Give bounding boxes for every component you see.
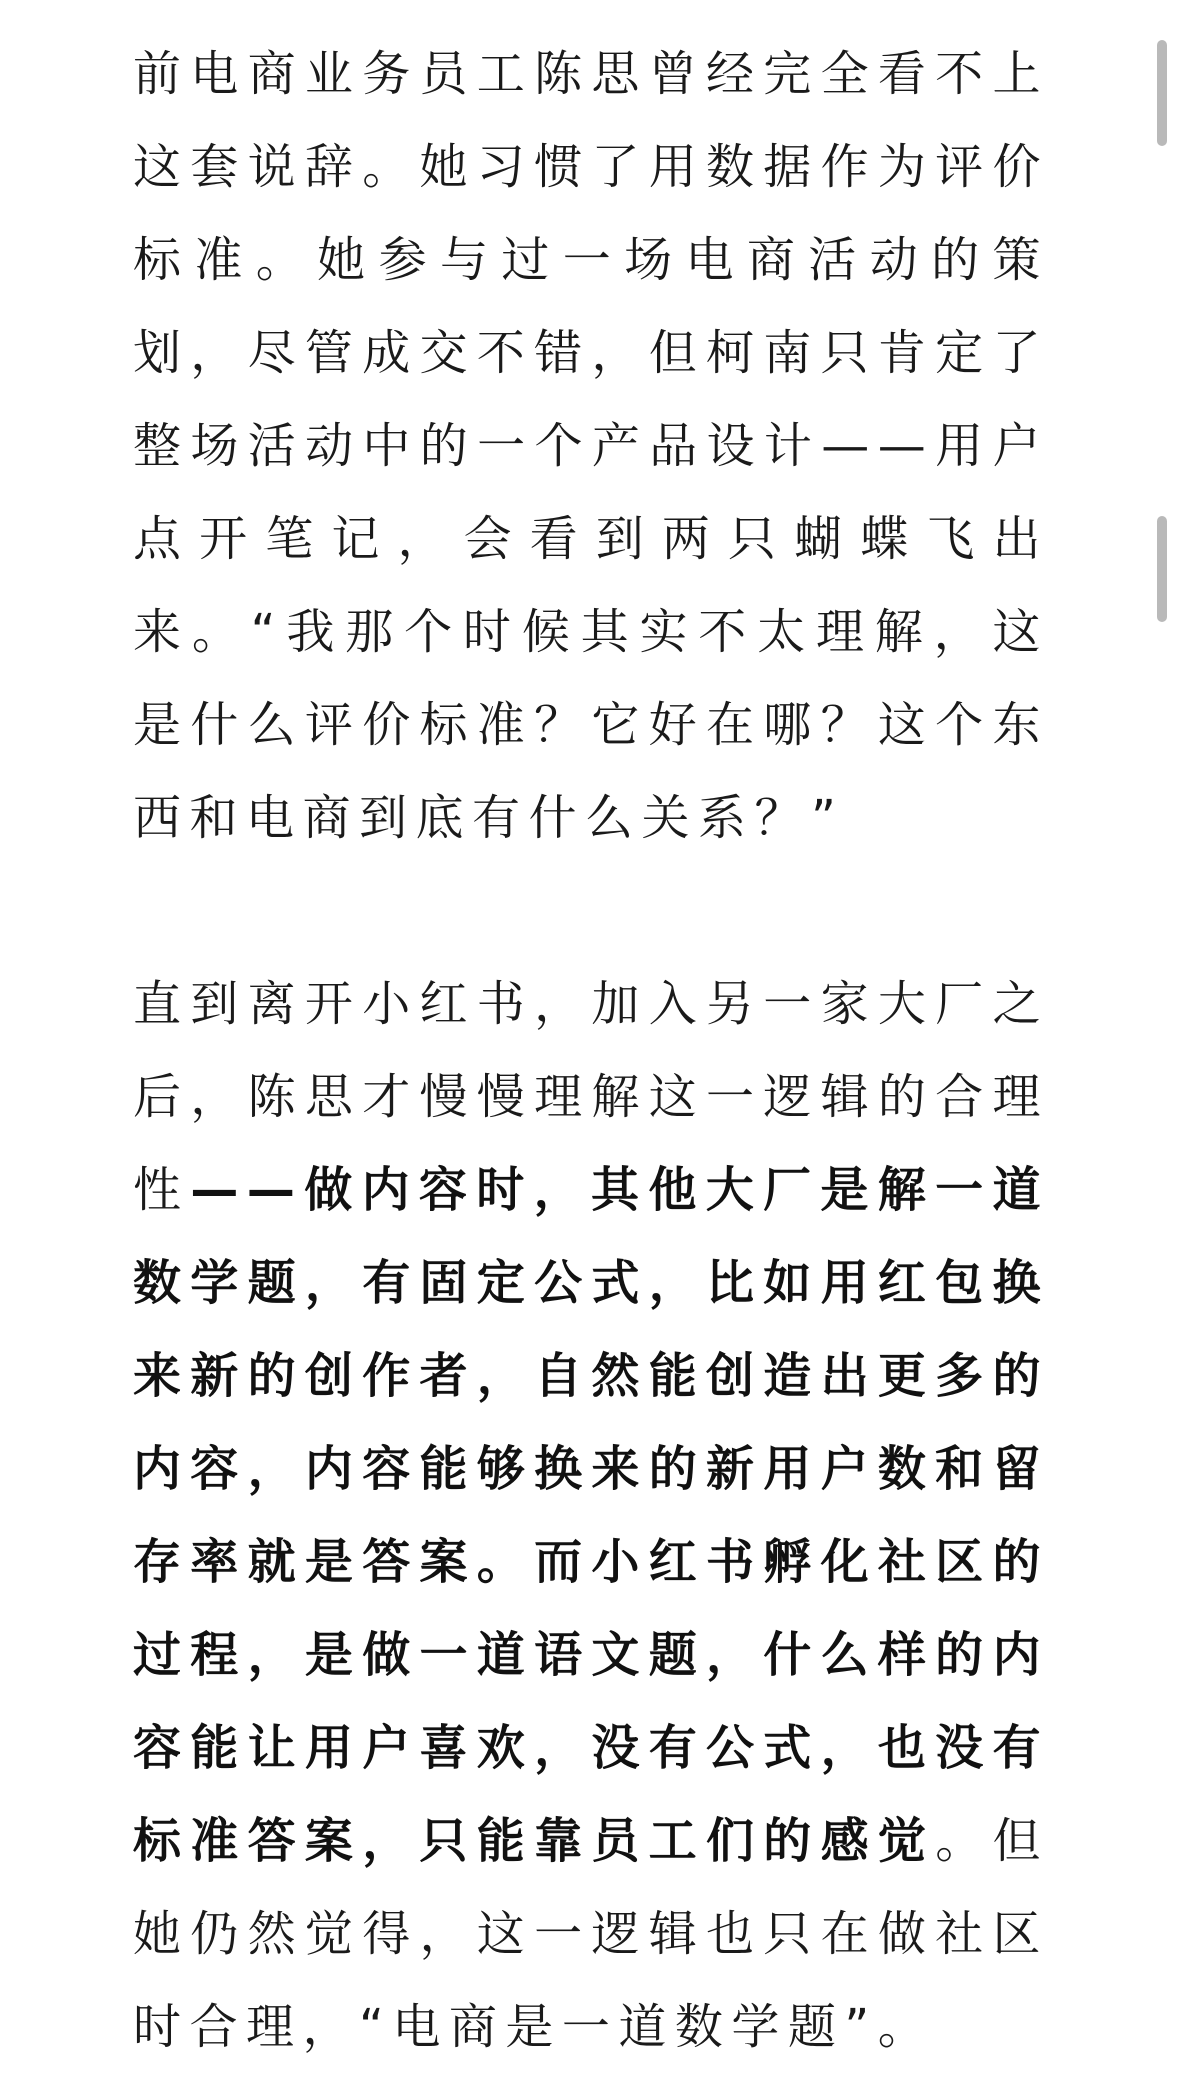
paragraph-2 xyxy=(133,958,1049,2074)
paragraph-2-intro: 直到离开小红书，加入另一家大厂之后，陈思才慢慢理解这一逻辑的合理性 xyxy=(133,976,1049,1218)
paragraph-2-outro: 。但她仍然觉得，这一逻辑也只在做社区时合理，“电商是一道数学题”。 xyxy=(133,1813,1049,2055)
scrollbar-thumb-top[interactable] xyxy=(1157,40,1167,146)
paragraph-2-bold-emphasis: ——做内容时，其他大厂是解一道数学题，有固定公式，比如用红包换来新的创作者，自然能创造出更多的内容，内容能够换来的新用户数和留存率就是答案。而小红书孵化社区的过程，是做一道语文题，什么样的内容能让用户喜欢，没有公式，也没有标准答案，只能靠员工们的感觉 xyxy=(133,1162,1049,1869)
scrollbar-thumb-middle[interactable] xyxy=(1157,516,1167,622)
article-body xyxy=(133,28,1049,2074)
paragraph-1: 前电商业务员工陈思曾经完全看不上这套说辞。她习惯了用数据作为评价标准。她参与过一场电商活动的策划，尽管成交不错，但柯南只肯定了整场活动中的一个产品设计——用户点开笔记，会看到两只蝴蝶飞出来。“我那个时候其实不太理解，这是什么评价标准？它好在哪？这个东西和电商到底有什么关系？” xyxy=(133,46,1049,846)
